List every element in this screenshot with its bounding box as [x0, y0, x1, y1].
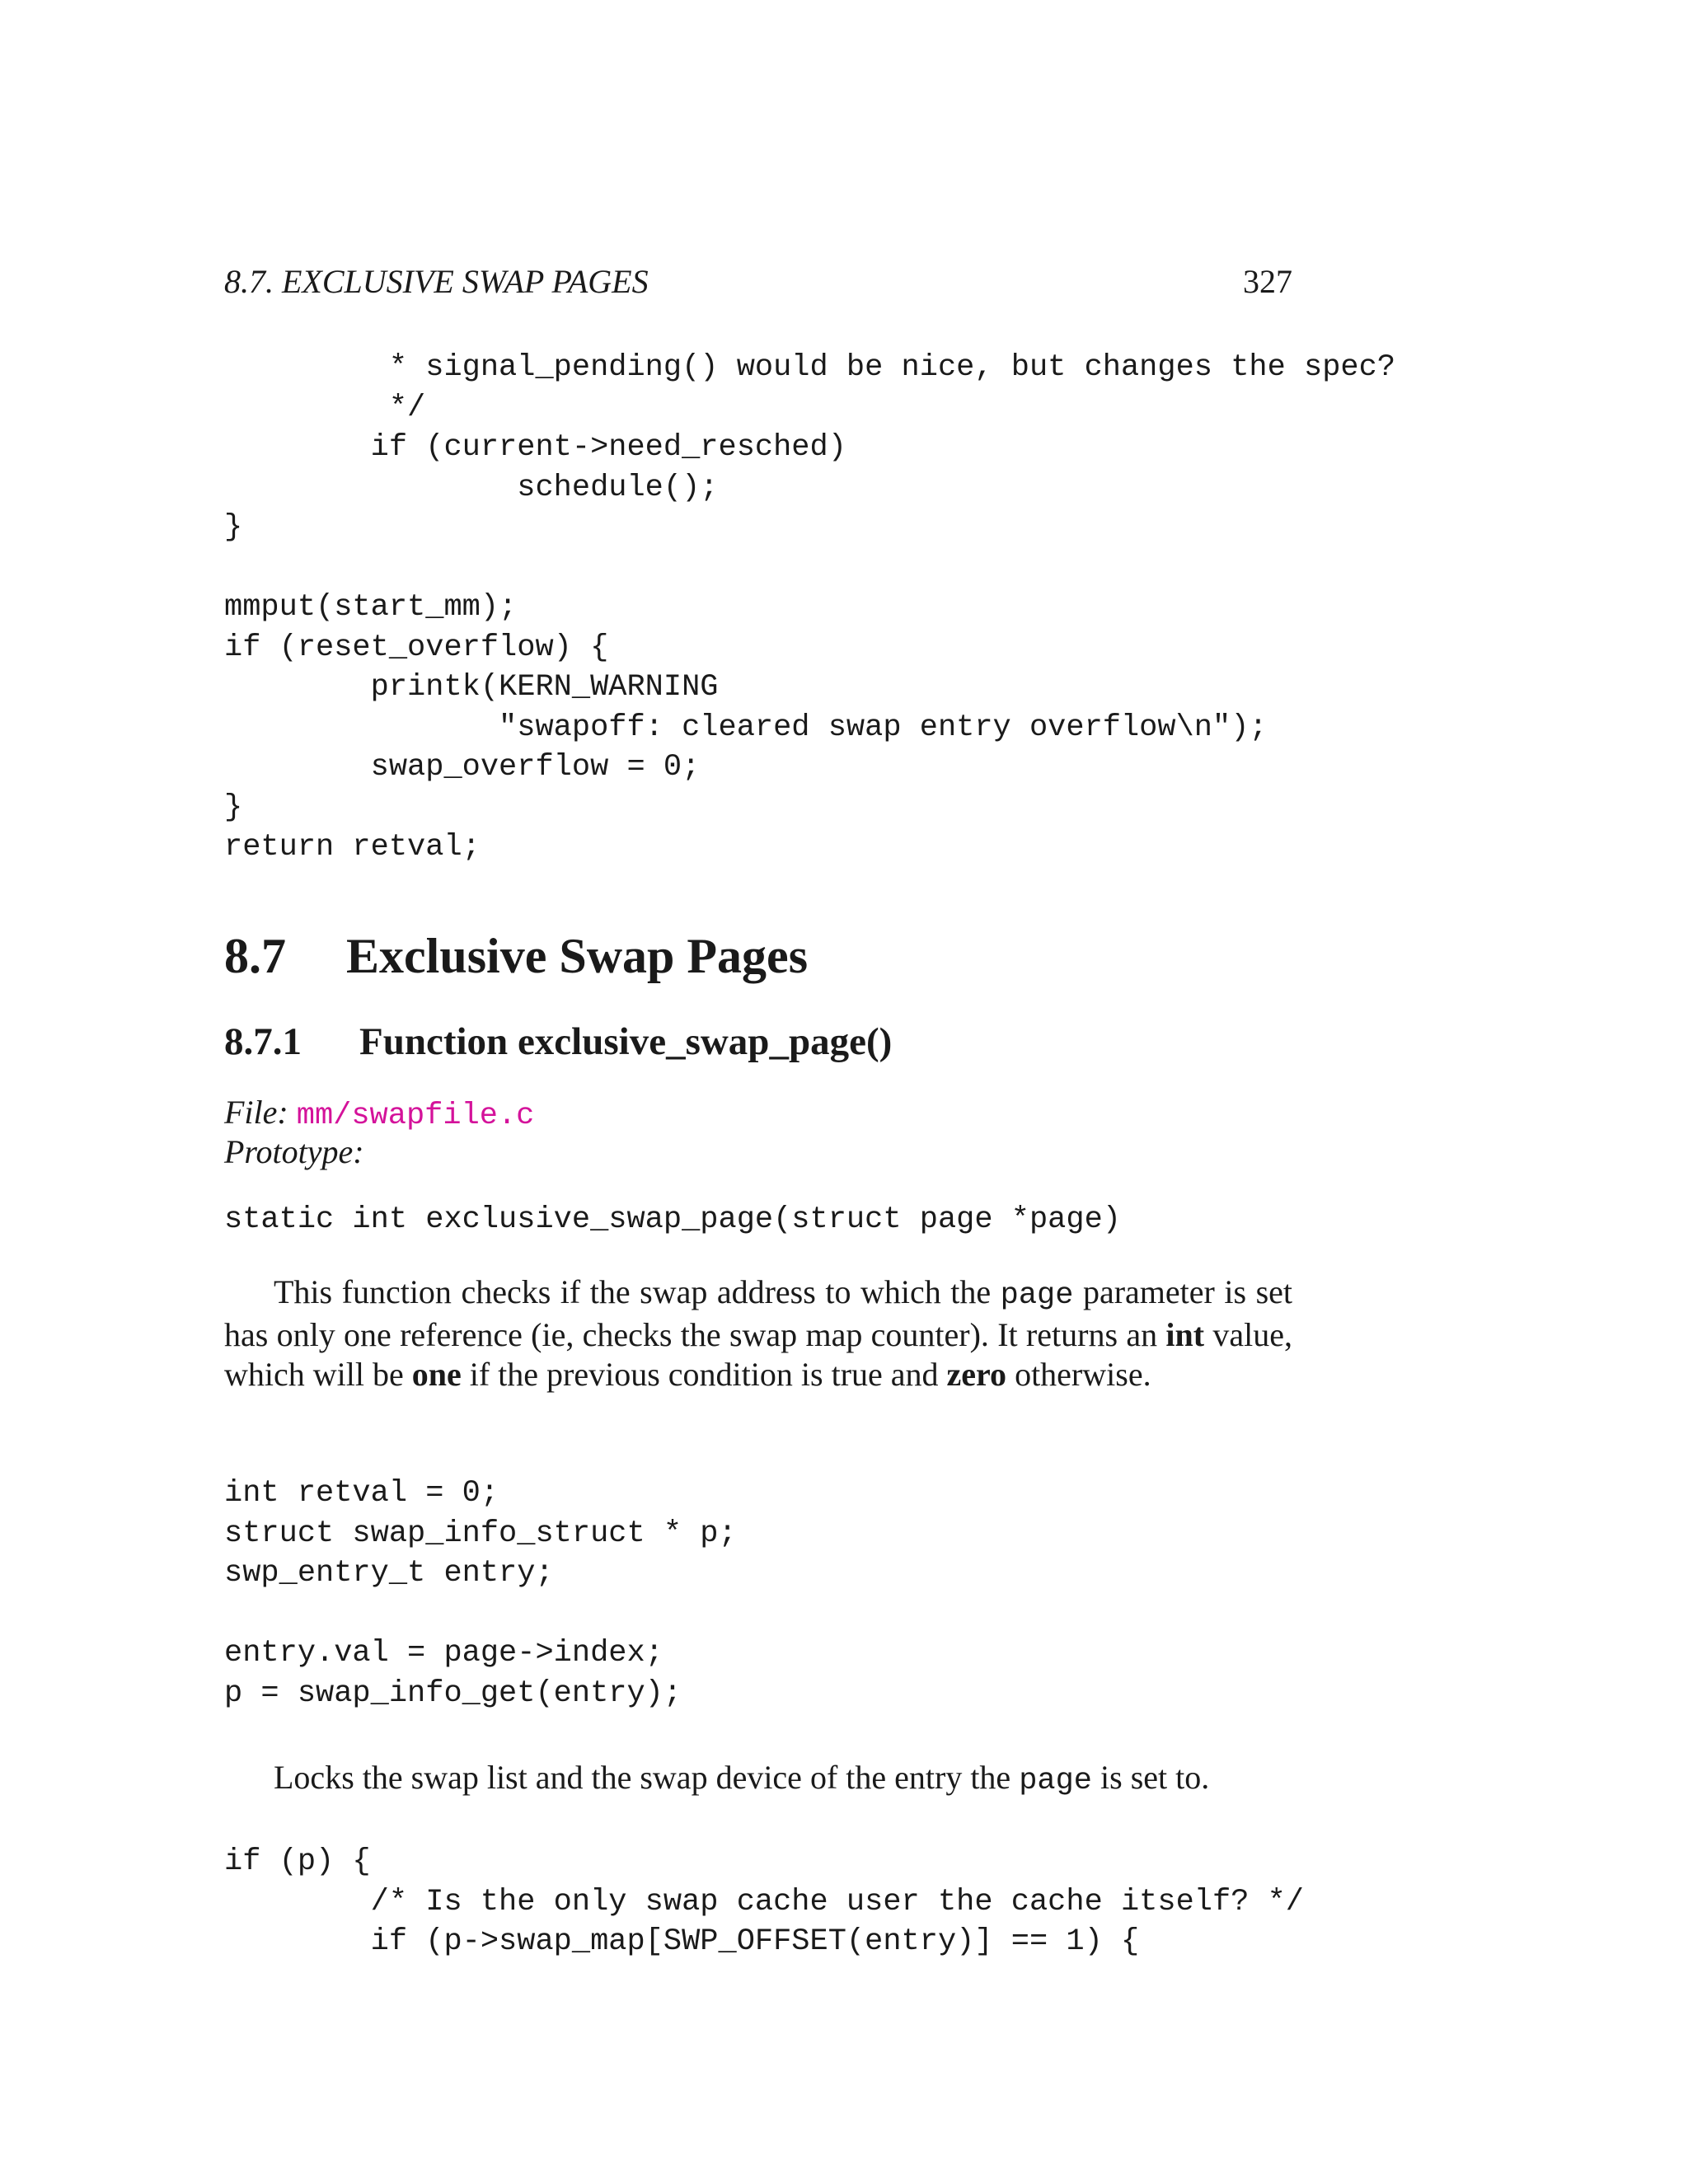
code-block-if-p: if (p) { /* Is the only swap cache user the cache itself? */ if (p->swap_map[SWP_OFFSET(entry)] == 1) { — [224, 1844, 1305, 1959]
section-title: Exclusive Swap Pages — [346, 929, 809, 983]
bold-one: one — [411, 1356, 462, 1393]
inline-code-page-2: page — [1019, 1764, 1093, 1798]
locks-paragraph: Locks the swap list and the swap device of the entry the page is set to. — [274, 1759, 1210, 1798]
running-title: 8.7. EXCLUSIVE SWAP PAGES — [224, 263, 649, 300]
file-label: File: — [224, 1094, 288, 1131]
subsection-number: 8.7.1 — [224, 1020, 302, 1063]
code-block-declarations: int retval = 0; struct swap_info_struct * p; swp_entry_t entry; entry.val = page->index; p = swap_info_get(entry); — [224, 1476, 737, 1711]
inline-code-page: page — [1000, 1278, 1074, 1313]
section-heading — [224, 927, 808, 985]
running-head — [224, 262, 1292, 302]
bold-zero: zero — [946, 1356, 1007, 1393]
page-number: 327 — [1243, 263, 1292, 300]
subsection-heading — [224, 1019, 892, 1065]
subsection-title: Function exclusive_swap_page() — [359, 1020, 893, 1063]
code-block-swapoff-end: * signal_pending() would be nice, but changes the spec? */ if (current->need_resched) schedule(); } mmput(start_mm); if (reset_overflow) { printk(KERN_WARNING "swapoff: cleared swap entry overflow\n"); swap_overflow = 0; } return retval; — [224, 350, 1396, 865]
file-line — [224, 1093, 534, 1136]
file-path-link[interactable]: mm/swapfile.c — [296, 1099, 535, 1133]
bold-int: int — [1165, 1316, 1205, 1353]
prototype-code: static int exclusive_swap_page(struct page *page) — [224, 1202, 1121, 1237]
description-paragraph: This function checks if the swap address to which the page parameter is set has only one reference (ie, checks the swap map counter). It returns an int value, which will be one if the previous condition is true and zero otherwise. — [224, 1273, 1292, 1393]
prototype-label: Prototype: — [224, 1133, 364, 1170]
section-number: 8.7 — [224, 929, 286, 983]
